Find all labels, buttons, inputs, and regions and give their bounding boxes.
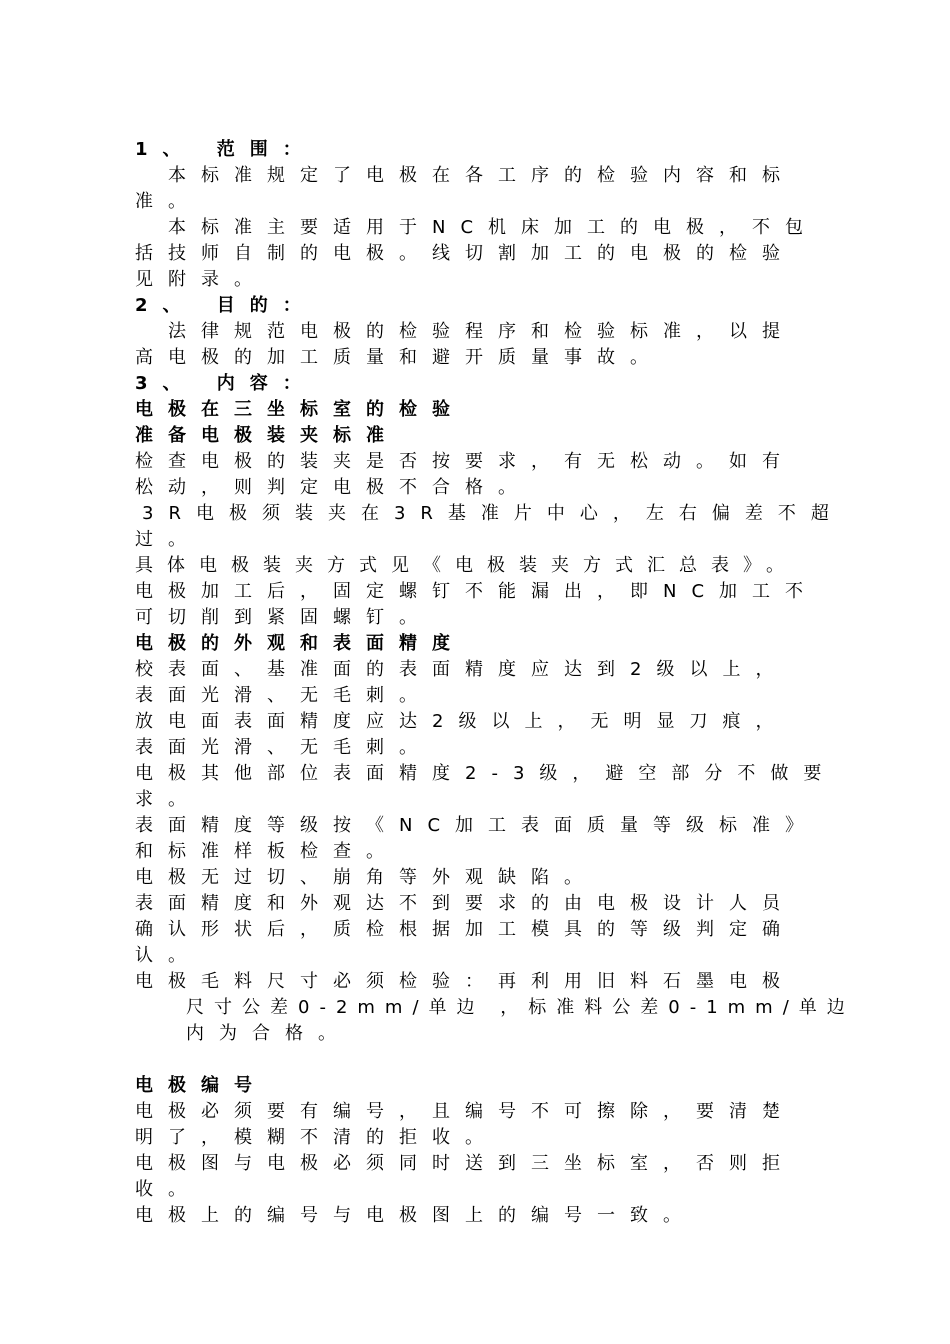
paragraph-line: 过。: [135, 529, 201, 550]
paragraph-line: 收。: [135, 1179, 201, 1200]
paragraph-line: 本标准规定了电极在各工序的检验内容和标: [168, 165, 795, 186]
paragraph-line: 电极必须要有编号，且编号不可擦除，要清楚: [135, 1101, 795, 1122]
paragraph-line: 认。: [135, 945, 201, 966]
paragraph-line: 具体电极装夹方式见《电极装夹方式汇总表》。: [135, 555, 798, 576]
section-heading-scope: 1、 范围：: [135, 139, 316, 160]
paragraph-line: 电极毛料尺寸必须检验：再利用旧料石墨电极: [135, 971, 795, 992]
paragraph-line: 放电面表面精度应达2级以上，无明显刀痕，: [135, 711, 789, 732]
paragraph-line: 可切削到紧固螺钉。: [135, 607, 432, 628]
subsection-heading: 电极的外观和表面精度: [135, 633, 465, 654]
section-heading-purpose: 2、 目的：: [135, 295, 316, 316]
paragraph-line: 尺寸公差0-2mm/单边 ，标准料公差0-1mm/单边: [186, 997, 855, 1018]
paragraph-line: 检查电极的装夹是否按要求，有无松动。如有: [135, 451, 795, 472]
paragraph-line: 电极上的编号与电极图上的编号一致。: [135, 1205, 696, 1226]
paragraph-line: 电极图与电极必须同时送到三坐标室，否则拒: [135, 1153, 795, 1174]
subsection-heading: 电极编号: [135, 1075, 267, 1096]
paragraph-line: 表面精度等级按《NC加工表面质量等级标准》: [135, 815, 819, 836]
subsection-heading: 准备电极装夹标准: [135, 425, 399, 446]
paragraph-line: 电极加工后，固定螺钉不能漏出，即NC加工不: [135, 581, 819, 602]
paragraph-line: 见附录。: [135, 269, 267, 290]
paragraph-line: 松动，则判定电极不合格。: [135, 477, 531, 498]
paragraph-line: 高电极的加工质量和避开质量事故。: [135, 347, 663, 368]
paragraph-line: 表面精度和外观达不到要求的由电极设计人员: [135, 893, 795, 914]
paragraph-line: 内为合格。: [186, 1023, 351, 1044]
section-heading-content: 3、 内容：: [135, 373, 316, 394]
paragraph-line: 括技师自制的电极。线切割加工的电极的检验: [135, 243, 795, 264]
paragraph-line: 和标准样板检查。: [135, 841, 399, 862]
paragraph-line: 表面光滑、无毛刺。: [135, 685, 432, 706]
subsection-heading: 电极在三坐标室的检验: [135, 399, 465, 420]
paragraph-line: 准。: [135, 191, 201, 212]
paragraph-line: 校表面、基准面的表面精度应达到2级以上，: [135, 659, 789, 680]
paragraph-line: 确认形状后，质检根据加工模具的等级判定确: [135, 919, 795, 940]
paragraph-line: 求。: [135, 789, 201, 810]
paragraph-line: 表面光滑、无毛刺。: [135, 737, 432, 758]
paragraph-line: 明了，模糊不清的拒收。: [135, 1127, 498, 1148]
paragraph-line: 3R电极须装夹在3R基准片中心，左右偏差不超: [142, 503, 844, 524]
paragraph-line: 本标准主要适用于NC机床加工的电极，不包: [168, 217, 819, 238]
paragraph-line: 电极其他部位表面精度2-3级，避空部分不做要: [135, 763, 837, 784]
paragraph-line: 法律规范电极的检验程序和检验标准，以提: [168, 321, 795, 342]
paragraph-line: 电极无过切、崩角等外观缺陷。: [135, 867, 597, 888]
